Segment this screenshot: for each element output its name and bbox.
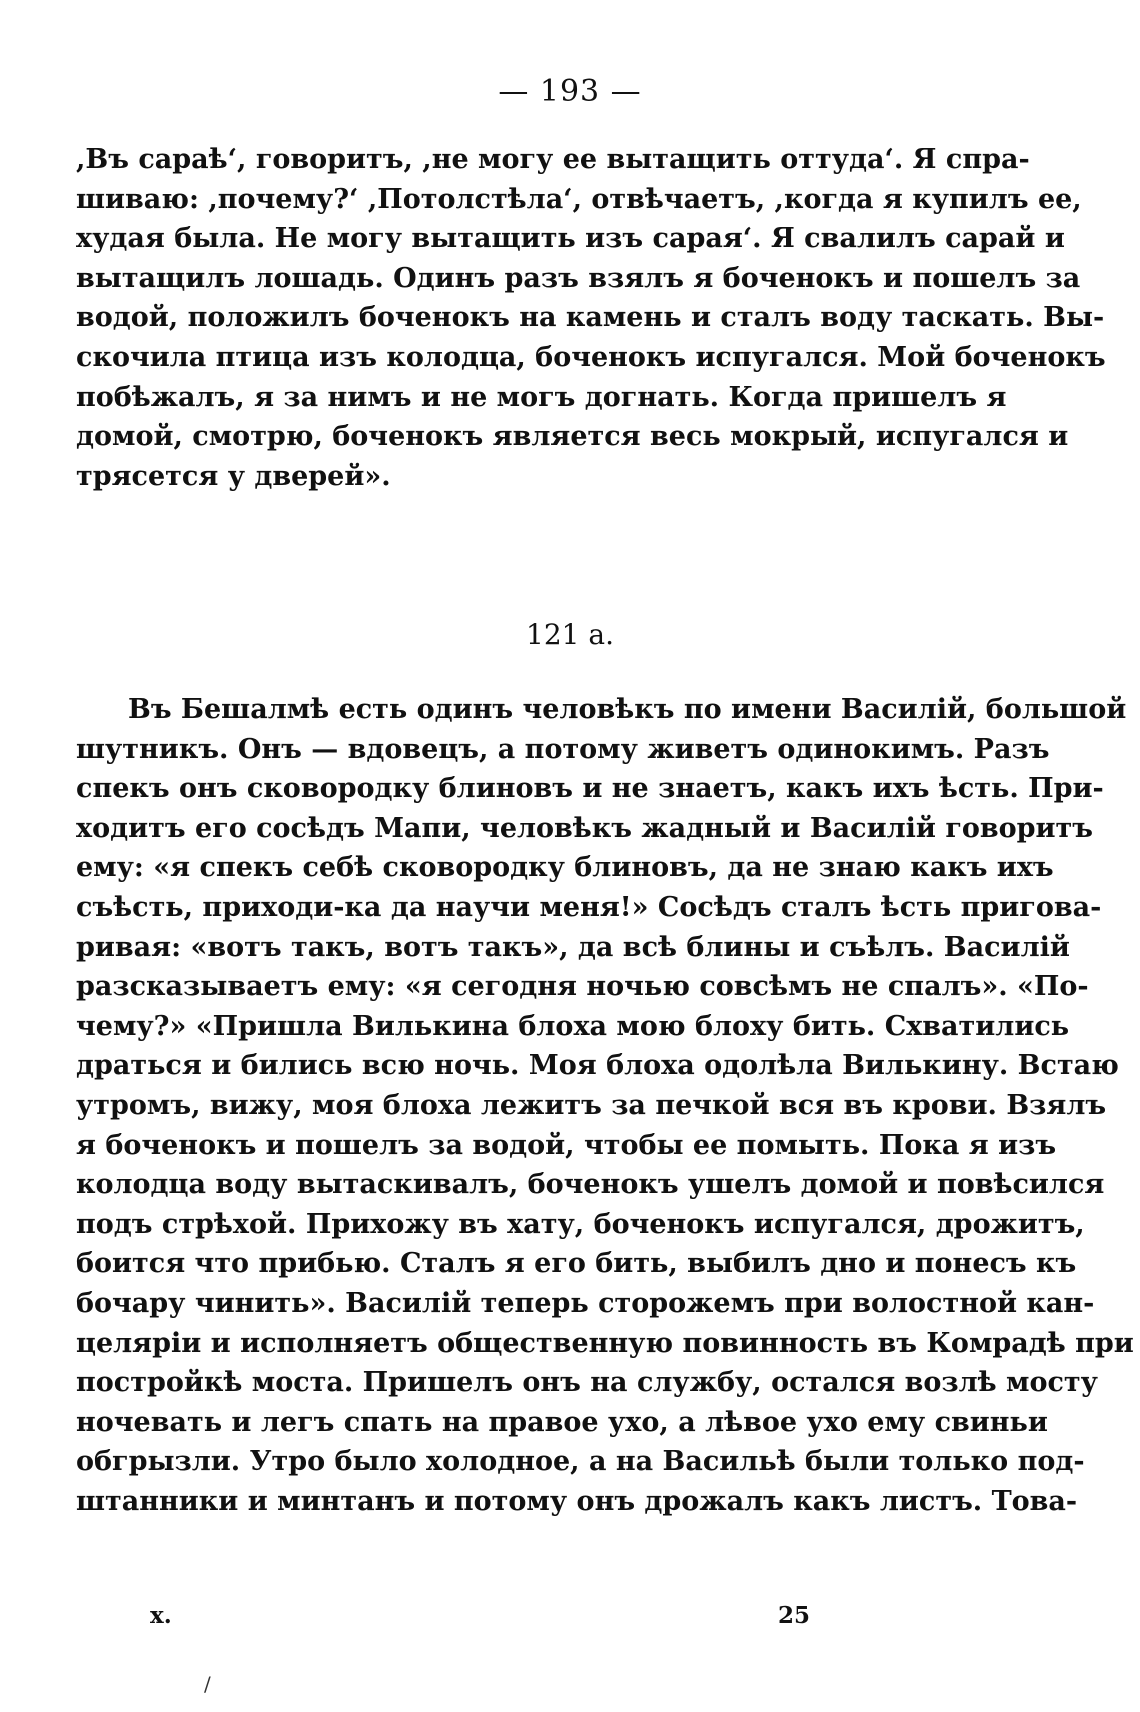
text-line: ночевать и легъ спать на правое ухо, а лѣвое ухо ему свиньи — [76, 1406, 1048, 1438]
text-line: штанники и минтанъ и потому онъ дрожалъ какъ листъ. Това- — [76, 1485, 1078, 1517]
text-line: колодца воду вытаскивалъ, боченокъ ушелъ домой и повѣсился — [76, 1169, 1105, 1201]
text-line: боится что прибью. Сталъ я его бить, выбилъ дно и понесъ къ — [76, 1248, 1077, 1280]
text-line: побѣжалъ, я за нимъ и не могъ догнать. Когда пришелъ я — [76, 381, 1007, 413]
sheet-number: 25 — [778, 1602, 811, 1629]
text-line: водой, положилъ боченокъ на камень и сталъ воду таскать. Вы- — [76, 302, 1105, 334]
text-line: ему: «я спекъ себѣ сковородку блиновъ, да не знаю какъ ихъ — [76, 852, 1054, 884]
text-line: домой, смотрю, боченокъ является весь мокрый, испугался и — [76, 421, 1069, 453]
text-line: худая была. Не могу вытащить изъ сарая‘. Я свалилъ сарай и — [76, 223, 1065, 255]
text-line: целяріи и исполняетъ общественную повинность въ Комрадѣ при — [76, 1327, 1134, 1359]
text-line: утромъ, вижу, моя блоха лежитъ за печкой вся въ крови. Взялъ — [76, 1089, 1107, 1121]
stray-pen-mark: / — [204, 1672, 211, 1696]
text-line: спекъ онъ сковородку блиновъ и не знаетъ, какъ ихъ ѣсть. При- — [76, 773, 1104, 805]
text-line: разсказываетъ ему: «я сегодня ночью совсѣмъ не спалъ». «По- — [76, 971, 1089, 1003]
text-line: съѣсть, приходи-ка да научи меня!» Сосѣдъ сталъ ѣсть пригова- — [76, 891, 1102, 923]
text-line: ривая: «вотъ такъ, вотъ такъ», да всѣ блины и съѣлъ. Василій — [76, 931, 1070, 963]
text-line: шутникъ. Онъ — вдовецъ, а потому живетъ одинокимъ. Разъ — [76, 733, 1050, 765]
text-line: трясется у дверей». — [76, 460, 391, 492]
main-text-block — [76, 690, 1134, 1521]
text-line: подъ стрѣхой. Прихожу въ хату, боченокъ испугался, дрожитъ, — [76, 1208, 1085, 1240]
text-line: Въ Бешалмѣ есть одинъ человѣкъ по имени Василій, большой — [128, 694, 1127, 725]
section-heading: 121 a. — [526, 618, 614, 651]
text-line: я боченокъ и пошелъ за водой, чтобы ее помыть. Пока я изъ — [76, 1129, 1057, 1161]
text-line: шиваю: ,почему?‘ ,Потолстѣла‘, отвѣчаетъ, ,когда я купилъ ее, — [76, 183, 1082, 215]
signature-mark: x. — [150, 1602, 172, 1629]
text-line: вытащилъ лошадь. Одинъ разъ взялъ я боченокъ и пошелъ за — [76, 262, 1081, 294]
top-text-block — [76, 140, 1106, 496]
text-line: ,Въ сараѣ‘, говоритъ, ,не могу ее вытащить оттуда‘. Я спра- — [76, 144, 1030, 175]
text-line: ходитъ его сосѣдъ Мапи, человѣкъ жадный и Василій говоритъ — [76, 812, 1093, 844]
text-line: скочила птица изъ колодца, боченокъ испугался. Мой боченокъ — [76, 341, 1106, 373]
text-line: бочару чинить». Василій теперь сторожемъ при волостной кан- — [76, 1287, 1095, 1319]
page-number: — 193 — — [498, 74, 642, 109]
text-line: обгрызли. Утро было холодное, а на Васильѣ были только под- — [76, 1446, 1085, 1478]
text-line: постройкѣ моста. Пришелъ онъ на службу, остался возлѣ мосту — [76, 1367, 1098, 1399]
text-line: драться и бились всю ночь. Моя блоха одолѣла Вилькину. Встаю — [76, 1050, 1119, 1082]
text-line: чему?» «Пришла Вилькина блоха мою блоху бить. Схватились — [76, 1010, 1070, 1042]
